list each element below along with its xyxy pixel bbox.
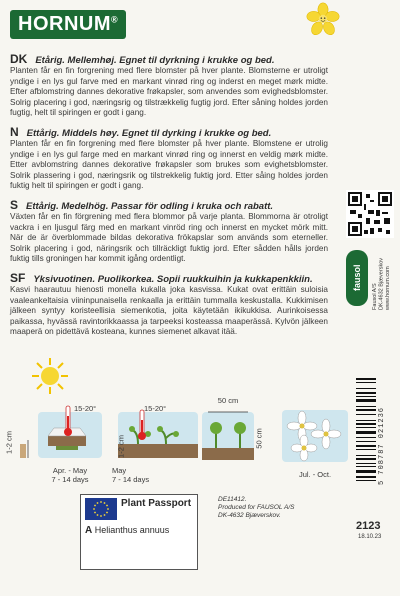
print-date: 18.10.23	[358, 534, 382, 540]
address	[372, 258, 392, 310]
barcode-bar	[356, 392, 376, 394]
heading-text: Yksivuotinen. Puolikorkea. Sopii ruukkuihin ja kukkapenkkiin.	[33, 273, 313, 285]
registration-line: DE11412.	[218, 496, 247, 503]
barcode-bar	[356, 388, 376, 389]
brand-name: HORNUM	[18, 13, 111, 35]
height-label: 50 cm	[254, 428, 264, 449]
address-line: DK-4632 Bjæverskov	[378, 258, 385, 310]
section-body: Växten får en fin förgrening med flera blommor på varje planta. Blommorna är otroligt vackra i en ljusgul färg med en markant vinröd ring och innerst en mycket mörk mitt. När de är överblommade bildas dekorativa frökapslar som används som eterneller. Solrik placering i god, näringsrik och tillräckligt fuktig jord. Efter sådden hålls jorden fuktig tills groningen har kommit igång ordentligt.	[10, 211, 328, 264]
passport-title: Plant Passport	[121, 498, 192, 509]
flower-logo-icon	[306, 2, 340, 36]
sow-outdoor-germination: 7 - 14 days	[112, 475, 150, 484]
ean-number: 5 708787 021236	[378, 407, 386, 486]
plant-passport	[80, 494, 198, 570]
barcode-bar	[356, 382, 376, 383]
registration-info	[218, 496, 294, 520]
species-name: Helianthus annuus	[94, 525, 170, 535]
outdoor-sowing-illustration	[118, 410, 200, 462]
thermometer-icon	[136, 408, 148, 442]
passport-species	[85, 525, 169, 536]
section-heading	[10, 198, 328, 212]
language-code: DK	[10, 52, 28, 66]
address-line: Fausol A/S	[372, 283, 378, 310]
registered-mark: ®	[111, 14, 119, 25]
sow-outdoor-period	[112, 466, 172, 484]
address-line: www.hornum.com	[385, 266, 391, 310]
eu-flag-icon	[85, 498, 117, 520]
section-body: Kasvi haarautuu hienosti monella kukalla joka kasvissa. Kukat ovat erittäin suloisia vaaleankeltaisia viininpunaisella renkaalla ja erittäin tummalla keskustalla. Kukkimisen jälkeen syntyy koristeellisia siemenkotia, joita käytetään ikikukkisa. Aurinkoisessa paikassa, hyvässä ravintorikkaassa ja tarpeeksi kosteassa maaperässä. Kylvön jälkeen maaperä on pidettävä kosteana, kunnes siemenet alkavat itää.	[10, 284, 328, 337]
section-heading	[10, 52, 328, 66]
registration-line: Produced for FAUSOL A/S	[218, 504, 295, 511]
section-s	[10, 198, 328, 265]
heading-text: Ettårig. Medelhög. Passar för odling i kruka och rabatt.	[26, 200, 274, 212]
section-sf	[10, 271, 328, 338]
language-code: N	[10, 124, 19, 139]
section-n	[10, 125, 328, 192]
language-code: S	[10, 197, 19, 212]
section-body: Planten får en fin forgrening med flere blomster på hver plante. Blomsterne er utroligt yndige i en lys gul farve med en markant vinrød ring og inderst en meget mørk midte. Efter afblomstring dannes dekorative frøkapsler, som anvendes som evighedsblomster. Solrig placering i god, næringsrig og tilstrækkelig fugtig jord. Efter såning holdes jorden fugtig, helt til spiringen er godt i gang.	[10, 66, 328, 118]
language-code: SF	[10, 270, 26, 285]
fausol-logo: fausol	[346, 250, 368, 306]
registration-line: DK-4632 Bjæverskov.	[218, 512, 281, 519]
description-text	[10, 52, 328, 344]
section-body: Planten får en fin forgrening med flere blomster på hver plante. Blomstene er utrolig yndige i en lys gul farge med en markant vinrød ring og innerst en veldig mørk midte. Etter avblomstring dannes dekorative frøkapsler som brukes som evighetsblomster. Solrik plassering i god, næringsrik og tilstrekkelig fuktig jord. Etter såing holdes jorden fuktig helt til spiringen er godt i gang.	[10, 138, 328, 191]
thermometer-icon	[62, 404, 74, 438]
sow-indoor-months: Apr. - May	[52, 466, 88, 475]
product-code: 2123	[356, 520, 381, 532]
growing-instructions	[0, 398, 400, 488]
section-dk	[10, 52, 328, 119]
spacing-label: 50 cm	[217, 396, 239, 405]
brand-logo	[10, 10, 126, 39]
header	[0, 0, 400, 48]
section-heading	[10, 271, 328, 285]
temp-label-indoor: 15-20°	[74, 404, 97, 413]
spacing-illustration	[200, 404, 256, 464]
temp-label-outdoor: 15-20°	[144, 404, 167, 413]
heading-text: Ettårig. Middels høy. Egnet til dyrking i krukke og bed.	[26, 127, 272, 139]
bloom-period: Jul. - Oct.	[298, 470, 332, 479]
barcode-bar	[356, 378, 376, 380]
depth-label-indoor: 1-2 cm	[4, 431, 14, 454]
passport-letter: A	[85, 525, 93, 536]
sow-indoor-germination: 7 - 14 days	[51, 475, 89, 484]
qr-code-icon	[346, 190, 394, 238]
sow-outdoor-months: May	[112, 466, 127, 475]
depth-label-outdoor: 1-2 cm	[116, 435, 126, 458]
heading-text: Etårig. Mellemhøj. Egnet til dyrkning i krukke og bed.	[35, 55, 275, 66]
flowers-illustration	[280, 408, 350, 464]
sun-icon	[30, 356, 70, 396]
section-heading	[10, 125, 328, 139]
sow-indoor-period	[40, 466, 100, 484]
